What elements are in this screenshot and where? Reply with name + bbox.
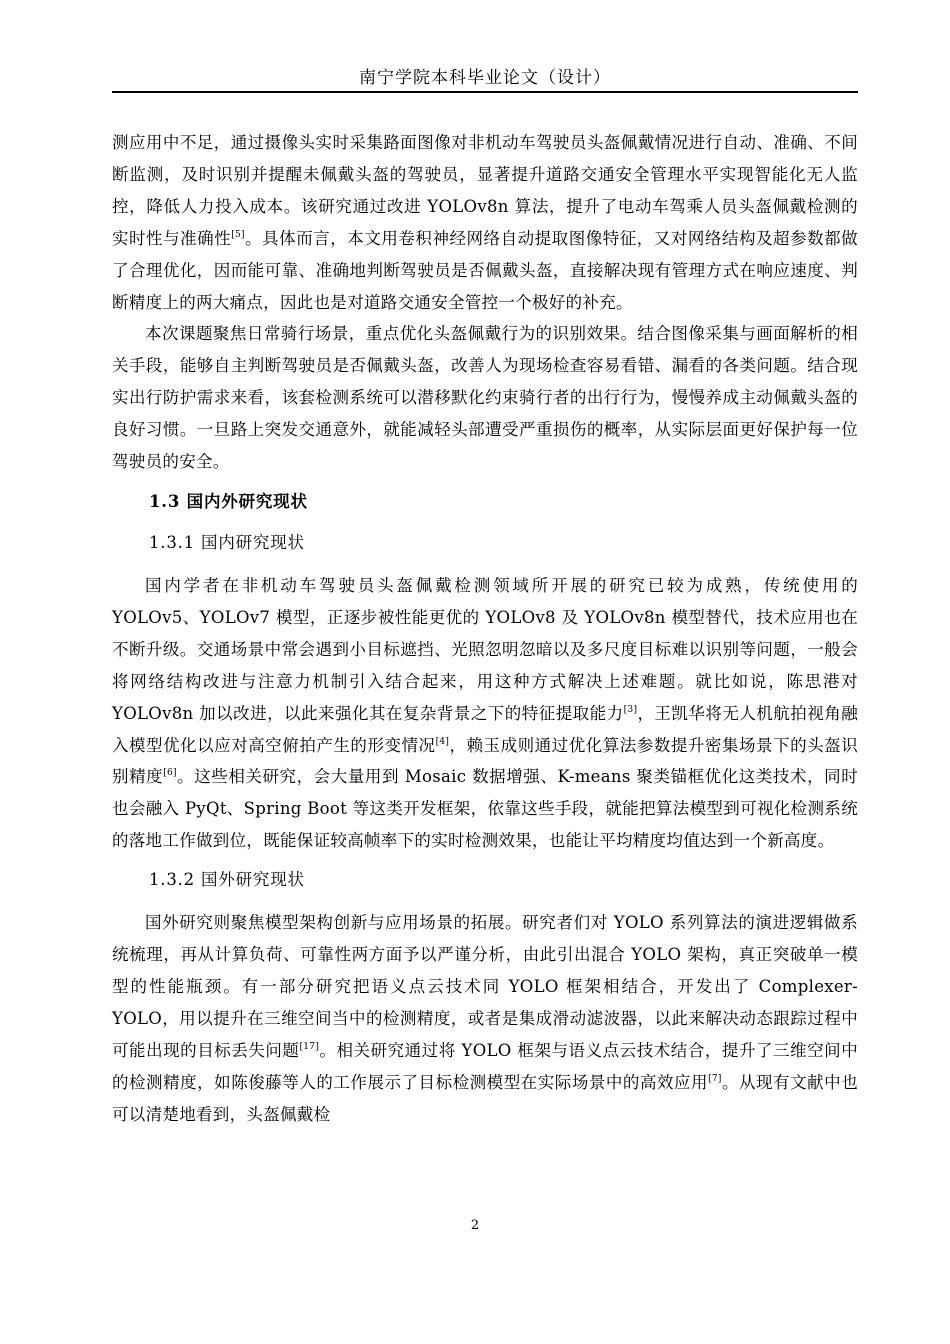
paragraph: 本次课题聚焦日常骑行场景，重点优化头盔佩戴行为的识别效果。结合图像采集与画面解析的相关手段，能够自主判断驾驶员是否佩戴头盔，改善人为现场检查容易看错、漏看的各类问题。结合现实出行防护需求来看，该套检测系统可以潜移默化约束骑行者的出行行为，慢慢养成主动佩戴头盔的良好习惯。一旦路上突发交通意外，就能减轻头部遭受严重损伤的概率，从实际层面更好保护每一位驾驶员的安全。 xyxy=(112,324,858,472)
subsection-heading-1-3-2: 1.3.2 国外研究现状 xyxy=(149,870,305,890)
subsection-heading-1-3-1: 1.3.1 国内研究现状 xyxy=(149,532,305,552)
paragraph-continued: 测应用中不足，通过摄像头实时采集路面图像对非机动车驾驶员头盔佩戴情况进行自动、准确、不间断监测，及时识别并提醒未佩戴头盔的驾驶员，显著提升道路交通安全管理水平实现智能化无人监控，降低人力投入成本。该研究通过改进 YOLOv8n 算法，提升了电动车驾乘人员头盔佩戴检测的实时性与准确性[5]。具体而言，本文用卷积神经网络自动提取图像特征，又对网络结构及超参数都做了合理优化，因而能可靠、准确地判断驾驶员是否佩戴头盔，直接解决现有管理方式在响应速度、判断精度上的两大痛点，因此也是对道路交通安全管控一个极好的补充。 xyxy=(112,133,858,312)
section-heading-1-3: 1.3 国内外研究现状 xyxy=(149,491,308,511)
paragraph: 国外研究则聚焦模型架构创新与应用场景的拓展。研究者们对 YOLO 系列算法的演进逻辑做系统梳理，再从计算负荷、可靠性两方面予以严谨分析，由此引出混合 YOLO 架构，真正突破单一模型的性能瓶颈。有一部分研究把语义点云技术同 YOLO 框架相结合，开发出了 Complexer-YOLO，用以提升在三维空间当中的检测精度，或者是集成滑动滤波器，以此来解决动态跟踪过程中可能出现的目标丢失问题[17]。相关研究通过将 YOLO 框架与语义点云技术结合，提升了三维空间中的检测精度，如陈俊藤等人的工作展示了目标检测模型在实际场景中的高效应用[7]。从现有文献中也可以清楚地看到，头盔佩戴检 xyxy=(112,913,858,1124)
citation: [6] xyxy=(163,768,177,779)
paragraph: 国内学者在非机动车驾驶员头盔佩戴检测领域所开展的研究已较为成熟，传统使用的 YOLOv5、YOLOv7 模型，正逐步被性能更优的 YOLOv8 及 YOLOv8n 模型替代，技术应用也在不断升级。交通场景中常会遇到小目标遮挡、光照忽明忽暗以及多尺度目标难以识别等问题，一般会将网络结构改进与注意力机制引入结合起来，用这种方式解决上述难题。就比如说，陈思港对 YOLOv8n 加以改进，以此来强化其在复杂背景之下的特征提取能力[3]，王凯华将无人机航拍视角融入模型优化以应对高空俯拍产生的形变情况[4]，赖玉成则通过优化算法参数提升密集场景下的头盔识别精度[6]。这些相关研究，会大量用到 Mosaic 数据增强、K-means 聚类锚框优化这类技术，同时也会融入 PyQt、Spring Boot 等这类开发框架，依靠这些手段，就能把算法模型到可视化检测系统的落地工作做到位，既能保证较高帧率下的实时检测效果，也能让平均精度均值达到一个新高度。 xyxy=(112,575,859,851)
citation: [4] xyxy=(435,736,450,747)
header-rule xyxy=(112,91,858,93)
citation: [3] xyxy=(623,704,638,715)
body-content xyxy=(112,127,858,1130)
citation: [5] xyxy=(231,229,245,240)
page-number: 2 xyxy=(470,1218,480,1233)
citation: [7] xyxy=(708,1073,722,1084)
running-header: 南宁学院本科毕业论文（设计） xyxy=(359,68,611,88)
citation: [17] xyxy=(299,1041,320,1052)
